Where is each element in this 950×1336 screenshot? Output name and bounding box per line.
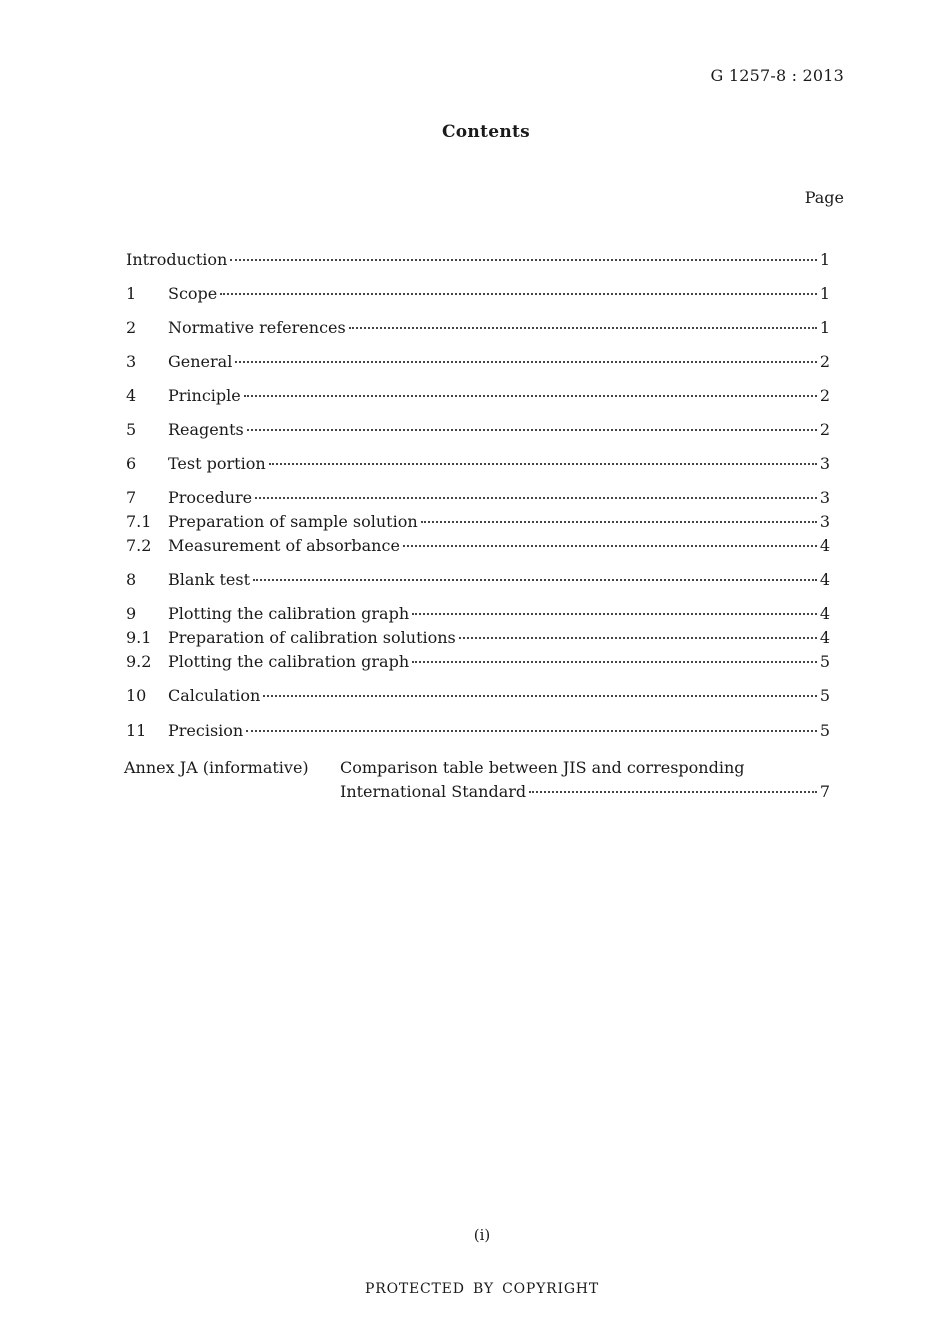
toc-entry-number: 9.2: [126, 652, 152, 671]
toc-entry-page: 3: [819, 488, 830, 507]
standard-number: G 1257-8 : 2013: [710, 66, 844, 85]
toc-entry-title: Normative references: [168, 318, 346, 337]
toc-entry-principle[interactable]: [126, 386, 830, 408]
dot-leader: [412, 661, 817, 663]
toc-entry-number: 4: [126, 386, 137, 405]
page-title: Contents: [441, 122, 531, 142]
toc-entry-page: 2: [819, 352, 830, 371]
toc-entry-page: 4: [819, 536, 830, 555]
toc-entry-page: 3: [819, 512, 830, 531]
toc-entry-preparation-of-calibration-solutions[interactable]: [126, 628, 830, 650]
toc-entry-number: 7: [126, 488, 137, 507]
toc-entry-page: 4: [819, 570, 830, 589]
dot-leader: [253, 579, 817, 581]
toc-entry-page: 1: [819, 284, 830, 303]
toc-entry-title: Preparation of calibration solutions: [168, 628, 456, 647]
toc-entry-number: 3: [126, 352, 137, 371]
toc-entry-page: 2: [819, 420, 830, 439]
dot-leader: [235, 361, 816, 363]
toc-entry-number: 11: [126, 721, 147, 740]
page-number: (i): [473, 1226, 491, 1244]
dot-leader: [244, 395, 817, 397]
dot-leader: [421, 521, 817, 523]
toc-entry-number: 9.1: [126, 628, 152, 647]
toc-entry-plotting-the-calibration-graph[interactable]: [126, 604, 830, 626]
toc-entry-number: 6: [126, 454, 137, 473]
toc-entry-blank-test[interactable]: [126, 570, 830, 592]
toc-entry-title: General: [168, 352, 233, 371]
toc-entry-title: Plotting the calibration graph: [168, 604, 410, 623]
dot-leader: [247, 429, 817, 431]
toc-entry-page: 3: [819, 454, 830, 473]
dot-leader: [403, 545, 817, 547]
toc-entry-number: 5: [126, 420, 137, 439]
toc-entry-reagents[interactable]: [126, 420, 830, 442]
toc-entry-number: 2: [126, 318, 137, 337]
toc-entry-number: 1: [126, 284, 137, 303]
toc-entry-precision[interactable]: [126, 721, 830, 743]
dot-leader: [412, 613, 817, 615]
toc-entry-introduction[interactable]: [126, 250, 830, 272]
dot-leader: [263, 695, 817, 697]
toc-entry-title: Introduction: [126, 250, 228, 269]
toc-entry-title: Principle: [168, 386, 241, 405]
toc-entry-page: 4: [819, 628, 830, 647]
toc-entry-title: Precision: [168, 721, 244, 740]
toc-entry-title: Preparation of sample solution: [168, 512, 418, 531]
annex-page: 7: [819, 782, 830, 801]
toc-entry-page: 5: [819, 652, 830, 671]
toc-entry-number: 8: [126, 570, 137, 589]
toc-entry-test-portion[interactable]: [126, 454, 830, 476]
toc-entry-number: 7.1: [126, 512, 152, 531]
dot-leader: [459, 637, 817, 639]
annex-title-line1[interactable]: Comparison table between JIS and corresponding: [340, 758, 745, 777]
toc-entry-title: Measurement of absorbance: [168, 536, 400, 555]
toc-entry-preparation-of-sample-solution[interactable]: [126, 512, 830, 534]
annex-title-line2: International Standard: [340, 782, 527, 801]
dot-leader: [255, 497, 817, 499]
toc-entry-scope[interactable]: [126, 284, 830, 306]
toc-entry-measurement-of-absorbance[interactable]: [126, 536, 830, 558]
dot-leader: [220, 293, 817, 295]
page-column-heading: Page: [804, 188, 844, 207]
annex-label: Annex JA (informative): [124, 758, 309, 777]
toc-entry-page: 4: [819, 604, 830, 623]
toc-entry-general[interactable]: [126, 352, 830, 374]
toc-entry-page: 1: [819, 250, 830, 269]
dot-leader: [529, 791, 817, 793]
toc-entry-title: Test portion: [168, 454, 266, 473]
toc-entry-page: 1: [819, 318, 830, 337]
toc-entry-title: Blank test: [168, 570, 251, 589]
toc-entry-normative-references[interactable]: [126, 318, 830, 340]
toc-entry-title: Calculation: [168, 686, 261, 705]
toc-entry-plotting-the-calibration-graph-sub[interactable]: [126, 652, 830, 674]
toc-entry-title: Plotting the calibration graph: [168, 652, 410, 671]
dot-leader: [349, 327, 817, 329]
toc-entry-title: Procedure: [168, 488, 253, 507]
toc-entry-page: 5: [819, 686, 830, 705]
dot-leader: [269, 463, 817, 465]
toc-entry-number: 10: [126, 686, 147, 705]
toc-entry-annex-ja[interactable]: [340, 782, 830, 804]
toc-entry-number: 9: [126, 604, 137, 623]
toc-entry-procedure[interactable]: [126, 488, 830, 510]
toc-entry-title: Reagents: [168, 420, 244, 439]
dot-leader: [246, 730, 817, 732]
dot-leader: [230, 259, 816, 261]
toc-entry-page: 5: [819, 721, 830, 740]
toc-entry-calculation[interactable]: [126, 686, 830, 708]
toc-entry-page: 2: [819, 386, 830, 405]
toc-entry-title: Scope: [168, 284, 218, 303]
copyright-notice: PROTECTED BY COPYRIGHT: [365, 1281, 599, 1297]
toc-entry-number: 7.2: [126, 536, 152, 555]
